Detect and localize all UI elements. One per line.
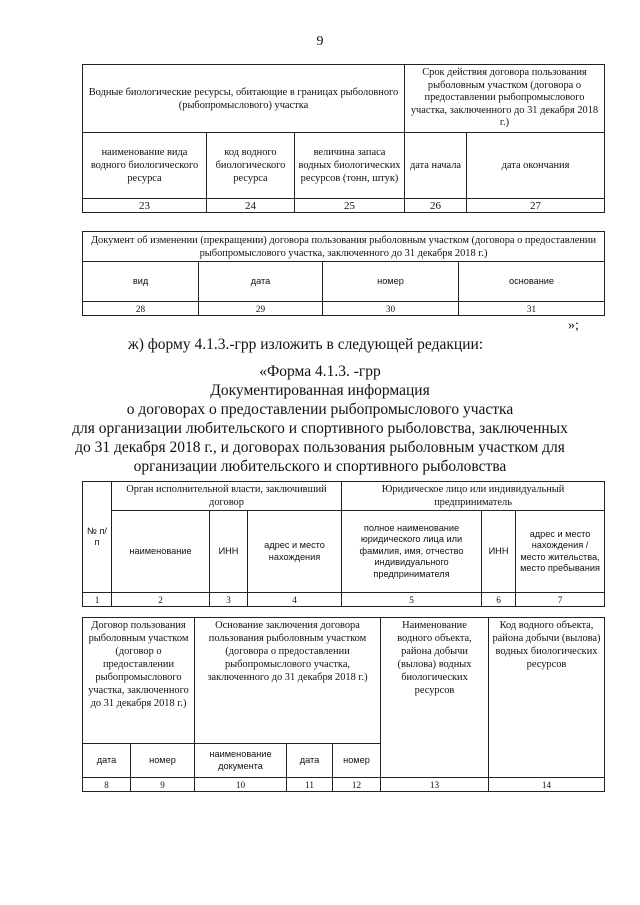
table4-col-contract-date: дата [83, 744, 131, 778]
table3-num: 7 [516, 593, 605, 607]
table-contract [82, 617, 605, 792]
table4-col-contract-number: номер [131, 744, 195, 778]
table-parties [82, 481, 605, 607]
instruction-text: ж) форму 4.1.3.-грр изложить в следующей редакции: [128, 336, 484, 353]
closing-quote: »; [568, 318, 579, 333]
page-number: 9 [316, 34, 324, 49]
table2-col-date: дата [199, 262, 323, 302]
table3-no-label: № п/п [83, 482, 112, 593]
table3-col-ul-address: адрес и место нахождения / место жительства, место пребывания [516, 511, 605, 593]
table1-col-code: код водного биологического ресурса [207, 133, 295, 199]
table4-col-doc-number: номер [333, 744, 381, 778]
table4-num: 9 [131, 778, 195, 792]
table2-num: 29 [199, 302, 323, 316]
table2-header: Документ об изменении (прекращении) договора пользования рыболовным участком (договора о предоставлении рыбопромыслового участка, заключенного до 31 декабря 2018 г.) [83, 232, 605, 262]
table2-num: 30 [323, 302, 459, 316]
table1-col-stock: величина запаса водных биологических ресурсов (тонн, штук) [295, 133, 405, 199]
table1-col-name: наименование вида водного биологического ресурса [83, 133, 207, 199]
table3-num: 3 [210, 593, 248, 607]
table1-num: 23 [83, 199, 207, 213]
table-water-resources [82, 64, 605, 213]
table3-col-ul-inn: ИНН [482, 511, 516, 593]
table3-org-header: Орган исполнительной власти, заключивший договор [112, 482, 342, 511]
form-title-line: для организации любительского и спортивного рыболовства, заключенных [72, 420, 568, 437]
form-title-line: Документированная информация [210, 382, 430, 399]
table2-col-number: номер [323, 262, 459, 302]
table4-num: 12 [333, 778, 381, 792]
table3-num: 1 [83, 593, 112, 607]
table4-num: 13 [381, 778, 489, 792]
table2-col-basis: основание [459, 262, 605, 302]
table1-col-end: дата окончания [467, 133, 605, 199]
table3-num: 5 [342, 593, 482, 607]
table4-num: 10 [195, 778, 287, 792]
form-title-line: «Форма 4.1.3. -грр [259, 363, 381, 380]
table3-num: 2 [112, 593, 210, 607]
table1-num: 27 [467, 199, 605, 213]
table3-col-ul-name: полное наименование юридического лица или фамилия, имя, отчество индивидуального предпринимателя [342, 511, 482, 593]
table1-num: 25 [295, 199, 405, 213]
table4-contract-header: Договор пользования рыболовным участком (договор о предоставлении рыбопромыслового участка, заключенного до 31 декабря 2018 г.) [83, 618, 195, 744]
table1-col-start: дата начала [405, 133, 467, 199]
table1-header-right: Срок действия договора пользования рыболовным участком (договора о предоставлении рыбопромыслового участка, заключенного до 31 декабря 2018 г.) [405, 65, 605, 133]
table2-num: 31 [459, 302, 605, 316]
table4-basis-header: Основание заключения договора пользования рыболовным участком (договора о предоставлении рыбопромыслового участка, заключенного до 31 декабря 2018 г.) [195, 618, 381, 744]
table3-num: 4 [248, 593, 342, 607]
table4-num: 11 [287, 778, 333, 792]
table3-col-org-name: наименование [112, 511, 210, 593]
form-title-line: организации любительского и спортивного рыболовства [133, 458, 507, 475]
table4-code-header: Код водного объекта, района добычи (вылова) водных биологических ресурсов [489, 618, 605, 778]
table4-col-doc-name: наименование документа [195, 744, 287, 778]
table4-num: 8 [83, 778, 131, 792]
table4-water-header: Наименование водного объекта, района добычи (вылова) водных биологических ресурсов [381, 618, 489, 778]
table4-col-doc-date: дата [287, 744, 333, 778]
form-title-line: о договорах о предоставлении рыбопромыслового участка [126, 401, 514, 418]
table2-num: 28 [83, 302, 199, 316]
table3-col-org-inn: ИНН [210, 511, 248, 593]
table1-num: 24 [207, 199, 295, 213]
table4-num: 14 [489, 778, 605, 792]
table-change-document [82, 231, 605, 316]
table1-header-left: Водные биологические ресурсы, обитающие в границах рыболовного (рыбопромыслового) участка [83, 65, 405, 133]
table3-ul-header: Юридическое лицо или индивидуальный предприниматель [342, 482, 605, 511]
table2-col-kind: вид [83, 262, 199, 302]
table1-num: 26 [405, 199, 467, 213]
table3-num: 6 [482, 593, 516, 607]
table3-col-org-address: адрес и место нахождения [248, 511, 342, 593]
form-title-line: до 31 декабря 2018 г., и договорах пользования рыболовным участком для [75, 439, 565, 456]
